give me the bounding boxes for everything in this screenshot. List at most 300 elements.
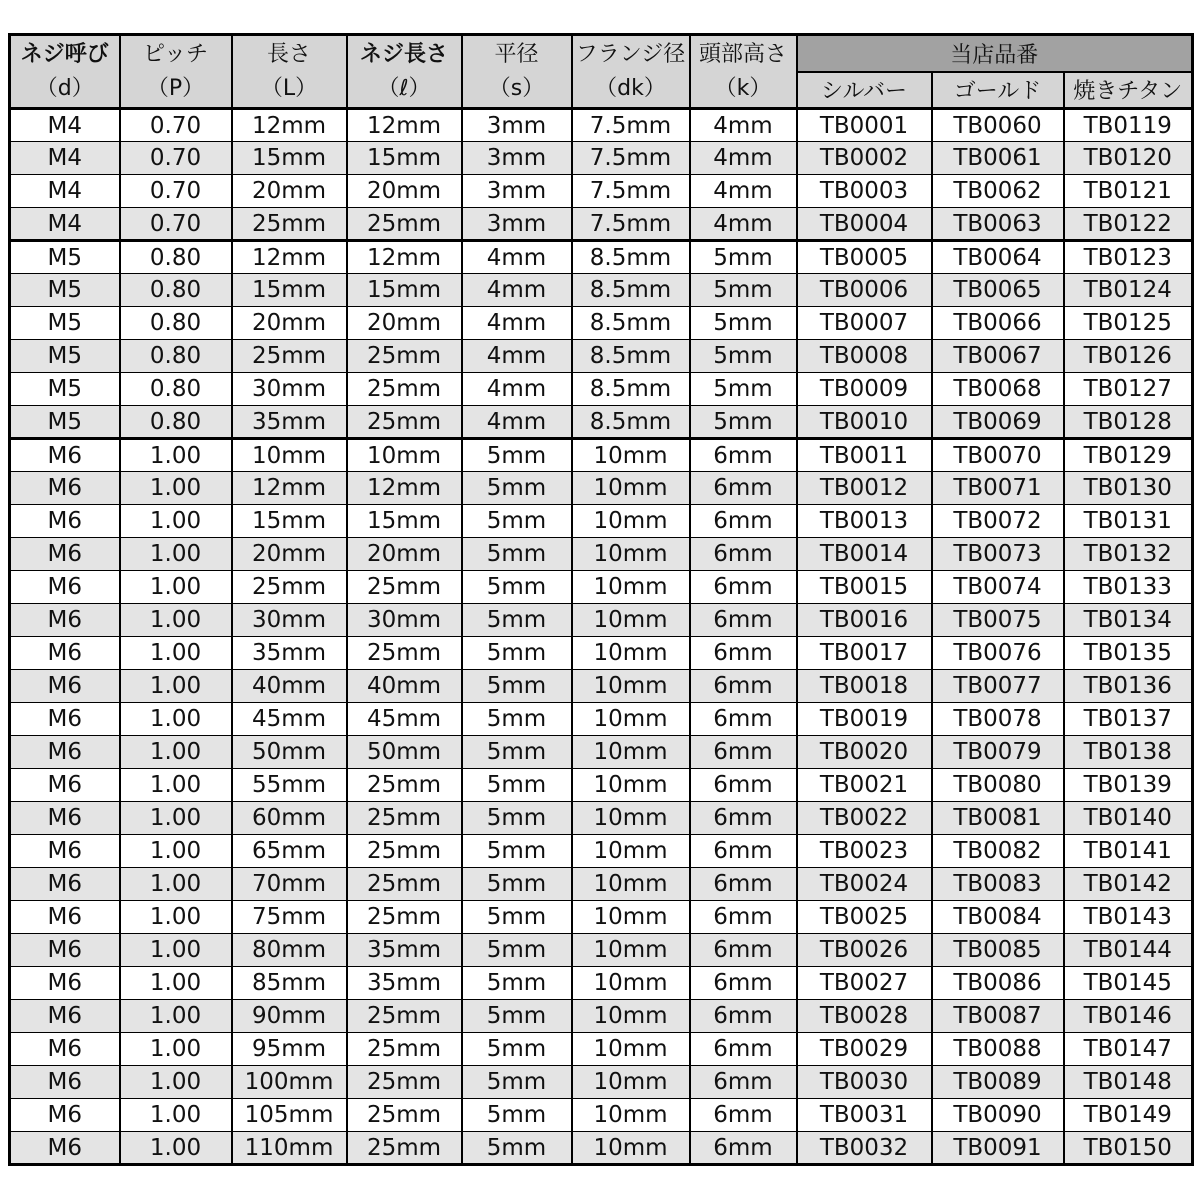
table-cell: M6 — [10, 571, 120, 604]
table-cell: 10mm — [572, 901, 690, 934]
table-cell: M6 — [10, 769, 120, 802]
table-cell: 95mm — [232, 1033, 347, 1066]
header-screw-size-symbol: （d） — [35, 75, 94, 101]
table-cell: TB0149 — [1064, 1099, 1193, 1132]
table-cell: TB0001 — [797, 109, 932, 142]
table-cell: M6 — [10, 1033, 120, 1066]
header-product-number-group: 当店品番 — [797, 35, 1193, 72]
table-cell: 4mm — [690, 109, 797, 142]
table-cell: TB0137 — [1064, 703, 1193, 736]
table-cell: 10mm — [572, 670, 690, 703]
header-pitch — [120, 35, 232, 109]
table-cell: 35mm — [232, 637, 347, 670]
table-cell: 1.00 — [120, 835, 232, 868]
table-cell: TB0132 — [1064, 538, 1193, 571]
table-cell: TB0147 — [1064, 1033, 1193, 1066]
table-cell: 25mm — [347, 1132, 462, 1165]
table-cell: 6mm — [690, 1066, 797, 1099]
table-cell: 1.00 — [120, 538, 232, 571]
table-cell: TB0079 — [932, 736, 1064, 769]
table-cell: 1.00 — [120, 1132, 232, 1165]
table-cell: 10mm — [572, 538, 690, 571]
table-cell: 15mm — [347, 274, 462, 307]
table-cell: 5mm — [462, 769, 572, 802]
table-cell: 4mm — [462, 406, 572, 439]
table-row — [10, 604, 1193, 637]
table-cell: 5mm — [462, 1000, 572, 1033]
table-row — [10, 406, 1193, 439]
table-row — [10, 538, 1193, 571]
table-cell: 5mm — [462, 505, 572, 538]
table-cell: TB0016 — [797, 604, 932, 637]
table-row — [10, 571, 1193, 604]
table-row — [10, 670, 1193, 703]
table-cell: TB0150 — [1064, 1132, 1193, 1165]
table-cell: M6 — [10, 802, 120, 835]
table-cell: 25mm — [232, 571, 347, 604]
table-cell: M6 — [10, 967, 120, 1000]
table-cell: 10mm — [347, 439, 462, 472]
table-cell: 5mm — [462, 472, 572, 505]
table-cell: 1.00 — [120, 670, 232, 703]
table-cell: 6mm — [690, 637, 797, 670]
table-row — [10, 340, 1193, 373]
table-cell: M5 — [10, 373, 120, 406]
table-cell: 6mm — [690, 1099, 797, 1132]
table-cell: 60mm — [232, 802, 347, 835]
table-cell: TB0133 — [1064, 571, 1193, 604]
table-cell: M4 — [10, 175, 120, 208]
table-cell: M6 — [10, 901, 120, 934]
table-cell: 30mm — [347, 604, 462, 637]
table-cell: 0.70 — [120, 142, 232, 175]
header-length-symbol: （L） — [260, 75, 318, 101]
table-cell: TB0021 — [797, 769, 932, 802]
table-cell: 6mm — [690, 967, 797, 1000]
table-cell: TB0008 — [797, 340, 932, 373]
table-cell: 25mm — [347, 373, 462, 406]
table-cell: 105mm — [232, 1099, 347, 1132]
table-row — [10, 208, 1193, 241]
table-cell: 8.5mm — [572, 241, 690, 274]
table-cell: 30mm — [232, 373, 347, 406]
header-thread-length — [347, 35, 462, 109]
table-cell: 6mm — [690, 472, 797, 505]
table-cell: 4mm — [462, 340, 572, 373]
table-cell: 50mm — [232, 736, 347, 769]
table-cell: 5mm — [462, 703, 572, 736]
table-cell: M6 — [10, 736, 120, 769]
table-cell: 6mm — [690, 1132, 797, 1165]
table-cell: 10mm — [572, 967, 690, 1000]
table-cell: 3mm — [462, 142, 572, 175]
table-cell: M6 — [10, 1132, 120, 1165]
table-cell: TB0011 — [797, 439, 932, 472]
table-row — [10, 472, 1193, 505]
table-cell: 25mm — [347, 1000, 462, 1033]
header-gold: ゴールド — [932, 72, 1064, 109]
table-cell: TB0069 — [932, 406, 1064, 439]
table-cell: TB0061 — [932, 142, 1064, 175]
table-cell: TB0026 — [797, 934, 932, 967]
table-cell: 6mm — [690, 934, 797, 967]
table-cell: 15mm — [347, 142, 462, 175]
table-cell: TB0082 — [932, 835, 1064, 868]
table-cell: TB0002 — [797, 142, 932, 175]
table-cell: 25mm — [347, 340, 462, 373]
table-cell: 5mm — [462, 1033, 572, 1066]
table-cell: 5mm — [462, 1066, 572, 1099]
table-cell: 10mm — [572, 802, 690, 835]
table-cell: 12mm — [347, 241, 462, 274]
table-cell: 1.00 — [120, 637, 232, 670]
table-row — [10, 736, 1193, 769]
table-cell: 5mm — [462, 571, 572, 604]
table-header — [10, 35, 1193, 109]
table-cell: 10mm — [572, 1099, 690, 1132]
header-head-height — [690, 35, 797, 109]
table-cell: 25mm — [232, 208, 347, 241]
header-pitch-label: ピッチ — [142, 41, 209, 67]
table-cell: 4mm — [690, 142, 797, 175]
table-row — [10, 802, 1193, 835]
table-cell: 5mm — [690, 274, 797, 307]
table-row — [10, 1099, 1193, 1132]
table-cell: 10mm — [572, 439, 690, 472]
table-cell: 4mm — [462, 307, 572, 340]
table-cell: 6mm — [690, 1000, 797, 1033]
table-cell: 5mm — [462, 1132, 572, 1165]
table-cell: 10mm — [572, 637, 690, 670]
table-cell: 10mm — [572, 472, 690, 505]
table-cell: TB0064 — [932, 241, 1064, 274]
table-cell: 8.5mm — [572, 274, 690, 307]
table-cell: TB0122 — [1064, 208, 1193, 241]
table-cell: M6 — [10, 1000, 120, 1033]
table-cell: 5mm — [462, 901, 572, 934]
table-cell: TB0031 — [797, 1099, 932, 1132]
header-length — [232, 35, 347, 109]
table-cell: TB0013 — [797, 505, 932, 538]
table-cell: TB0077 — [932, 670, 1064, 703]
table-cell: TB0062 — [932, 175, 1064, 208]
table-cell: TB0136 — [1064, 670, 1193, 703]
table-cell: TB0123 — [1064, 241, 1193, 274]
table-cell: 25mm — [347, 571, 462, 604]
table-cell: 25mm — [347, 868, 462, 901]
table-cell: TB0078 — [932, 703, 1064, 736]
table-cell: TB0083 — [932, 868, 1064, 901]
table-cell: TB0121 — [1064, 175, 1193, 208]
table-row — [10, 307, 1193, 340]
table-cell: 7.5mm — [572, 109, 690, 142]
table-cell: 12mm — [232, 109, 347, 142]
table-cell: 6mm — [690, 901, 797, 934]
table-cell: 5mm — [462, 538, 572, 571]
table-cell: TB0090 — [932, 1099, 1064, 1132]
table-cell: TB0067 — [932, 340, 1064, 373]
table-cell: TB0119 — [1064, 109, 1193, 142]
table-row — [10, 109, 1193, 142]
table-cell: TB0020 — [797, 736, 932, 769]
table-cell: 25mm — [347, 1033, 462, 1066]
table-cell: 5mm — [462, 835, 572, 868]
table-cell: M6 — [10, 1066, 120, 1099]
table-cell: 50mm — [347, 736, 462, 769]
table-cell: 110mm — [232, 1132, 347, 1165]
header-flat-width-label: 平径 — [494, 41, 539, 67]
table-cell: 35mm — [347, 967, 462, 1000]
table-row — [10, 1033, 1193, 1066]
table-cell: 6mm — [690, 835, 797, 868]
table-cell: M4 — [10, 208, 120, 241]
table-cell: M4 — [10, 109, 120, 142]
table-cell: TB0065 — [932, 274, 1064, 307]
header-screw-size — [10, 35, 120, 109]
table-cell: TB0143 — [1064, 901, 1193, 934]
table-cell: 12mm — [232, 472, 347, 505]
table-cell: 0.70 — [120, 109, 232, 142]
table-cell: 12mm — [232, 241, 347, 274]
table-cell: 5mm — [462, 637, 572, 670]
table-cell: 4mm — [690, 175, 797, 208]
table-cell: 10mm — [572, 1000, 690, 1033]
table-cell: TB0030 — [797, 1066, 932, 1099]
table-cell: TB0024 — [797, 868, 932, 901]
screw-spec-table — [8, 33, 1194, 1166]
table-cell: 3mm — [462, 175, 572, 208]
table-cell: 5mm — [462, 802, 572, 835]
table-cell: TB0012 — [797, 472, 932, 505]
table-cell: 70mm — [232, 868, 347, 901]
header-flat-width — [462, 35, 572, 109]
table-cell: TB0018 — [797, 670, 932, 703]
table-cell: 65mm — [232, 835, 347, 868]
table-cell: 6mm — [690, 868, 797, 901]
table-cell: TB0138 — [1064, 736, 1193, 769]
table-cell: M6 — [10, 835, 120, 868]
table-cell: 0.80 — [120, 373, 232, 406]
table-cell: M5 — [10, 406, 120, 439]
table-cell: 1.00 — [120, 1033, 232, 1066]
table-cell: TB0029 — [797, 1033, 932, 1066]
table-cell: TB0141 — [1064, 835, 1193, 868]
table-cell: 15mm — [232, 142, 347, 175]
table-cell: 40mm — [347, 670, 462, 703]
table-cell: 3mm — [462, 109, 572, 142]
table-cell: TB0074 — [932, 571, 1064, 604]
table-cell: 4mm — [462, 274, 572, 307]
table-cell: 4mm — [462, 373, 572, 406]
table-row — [10, 637, 1193, 670]
table-cell: TB0068 — [932, 373, 1064, 406]
table-cell: TB0085 — [932, 934, 1064, 967]
table-row — [10, 175, 1193, 208]
table-cell: 1.00 — [120, 967, 232, 1000]
table-cell: 85mm — [232, 967, 347, 1000]
table-cell: TB0127 — [1064, 373, 1193, 406]
table-cell: 1.00 — [120, 604, 232, 637]
header-flange-diameter-symbol: （dk） — [595, 75, 666, 101]
table-cell: 8.5mm — [572, 307, 690, 340]
table-cell: 10mm — [572, 1132, 690, 1165]
table-cell: TB0129 — [1064, 439, 1193, 472]
table-cell: TB0007 — [797, 307, 932, 340]
table-cell: TB0005 — [797, 241, 932, 274]
table-cell: TB0075 — [932, 604, 1064, 637]
table-row — [10, 1132, 1193, 1165]
table-cell: TB0128 — [1064, 406, 1193, 439]
table-cell: M6 — [10, 934, 120, 967]
table-cell: 15mm — [232, 274, 347, 307]
table-cell: 20mm — [347, 175, 462, 208]
table-cell: 35mm — [347, 934, 462, 967]
table-cell: 1.00 — [120, 901, 232, 934]
table-cell: 3mm — [462, 208, 572, 241]
table-cell: 10mm — [572, 571, 690, 604]
table-cell: 5mm — [690, 241, 797, 274]
table-cell: 10mm — [572, 736, 690, 769]
table-cell: TB0131 — [1064, 505, 1193, 538]
table-cell: 8.5mm — [572, 340, 690, 373]
header-thread-length-symbol: （ℓ） — [377, 75, 431, 101]
table-cell: TB0070 — [932, 439, 1064, 472]
header-screw-size-label: ネジ呼び — [20, 41, 109, 67]
table-cell: 8.5mm — [572, 406, 690, 439]
table-row — [10, 142, 1193, 175]
table-cell: 15mm — [232, 505, 347, 538]
table-cell: 20mm — [347, 538, 462, 571]
table-cell: 6mm — [690, 802, 797, 835]
table-cell: 10mm — [572, 835, 690, 868]
table-cell: TB0017 — [797, 637, 932, 670]
table-row — [10, 274, 1193, 307]
table-cell: 6mm — [690, 769, 797, 802]
table-cell: 1.00 — [120, 472, 232, 505]
table-cell: TB0081 — [932, 802, 1064, 835]
table-cell: 75mm — [232, 901, 347, 934]
table-cell: TB0087 — [932, 1000, 1064, 1033]
header-flange-diameter — [572, 35, 690, 109]
table-cell: M6 — [10, 1099, 120, 1132]
table-cell: TB0063 — [932, 208, 1064, 241]
table-cell: 6mm — [690, 439, 797, 472]
table-cell: TB0124 — [1064, 274, 1193, 307]
table-cell: TB0032 — [797, 1132, 932, 1165]
table-cell: TB0088 — [932, 1033, 1064, 1066]
table-cell: M5 — [10, 241, 120, 274]
table-cell: 1.00 — [120, 934, 232, 967]
table-cell: 10mm — [572, 505, 690, 538]
table-cell: 0.80 — [120, 274, 232, 307]
table-cell: TB0004 — [797, 208, 932, 241]
header-flat-width-symbol: （s） — [488, 75, 545, 101]
table-cell: 25mm — [347, 835, 462, 868]
table-cell: 7.5mm — [572, 142, 690, 175]
table-cell: 0.80 — [120, 340, 232, 373]
table-cell: 0.80 — [120, 241, 232, 274]
table-row — [10, 1000, 1193, 1033]
table-cell: M6 — [10, 439, 120, 472]
table-cell: TB0130 — [1064, 472, 1193, 505]
table-row — [10, 1066, 1193, 1099]
table-cell: TB0072 — [932, 505, 1064, 538]
table-cell: TB0025 — [797, 901, 932, 934]
header-head-height-label: 頭部高さ — [698, 41, 787, 67]
table-cell: 5mm — [462, 736, 572, 769]
table-cell: M5 — [10, 274, 120, 307]
table-cell: TB0080 — [932, 769, 1064, 802]
table-cell: TB0027 — [797, 967, 932, 1000]
table-cell: 4mm — [690, 208, 797, 241]
table-cell: 20mm — [232, 538, 347, 571]
table-cell: 12mm — [347, 109, 462, 142]
table-cell: TB0142 — [1064, 868, 1193, 901]
table-row — [10, 703, 1193, 736]
table-cell: TB0014 — [797, 538, 932, 571]
table-cell: 1.00 — [120, 505, 232, 538]
header-length-label: 長さ — [266, 41, 311, 67]
header-row-top — [10, 35, 1193, 72]
table-cell: 40mm — [232, 670, 347, 703]
table-cell: 5mm — [462, 670, 572, 703]
table-cell: TB0144 — [1064, 934, 1193, 967]
table-cell: 8.5mm — [572, 373, 690, 406]
table-cell: 25mm — [232, 340, 347, 373]
table-cell: M6 — [10, 604, 120, 637]
table-cell: TB0140 — [1064, 802, 1193, 835]
table-cell: 25mm — [347, 802, 462, 835]
table-cell: M6 — [10, 670, 120, 703]
table-cell: 20mm — [232, 175, 347, 208]
table-cell: 10mm — [572, 703, 690, 736]
table-cell: 45mm — [232, 703, 347, 736]
table-row — [10, 835, 1193, 868]
table-cell: TB0003 — [797, 175, 932, 208]
table-cell: 20mm — [347, 307, 462, 340]
table-cell: 25mm — [347, 901, 462, 934]
table-cell: 5mm — [462, 439, 572, 472]
table-cell: M6 — [10, 868, 120, 901]
table-cell: 15mm — [347, 505, 462, 538]
table-cell: TB0015 — [797, 571, 932, 604]
table-row — [10, 901, 1193, 934]
table-cell: 25mm — [347, 406, 462, 439]
table-cell: 5mm — [462, 967, 572, 1000]
header-silver: シルバー — [797, 72, 932, 109]
table-cell: TB0019 — [797, 703, 932, 736]
table-cell: 7.5mm — [572, 208, 690, 241]
table-cell: M6 — [10, 505, 120, 538]
table-cell: TB0120 — [1064, 142, 1193, 175]
table-cell: 1.00 — [120, 769, 232, 802]
table-cell: 25mm — [347, 1099, 462, 1132]
table-cell: 0.80 — [120, 307, 232, 340]
table-cell: TB0006 — [797, 274, 932, 307]
table-cell: TB0089 — [932, 1066, 1064, 1099]
header-thread-length-label: ネジ長さ — [359, 41, 448, 67]
table-row — [10, 373, 1193, 406]
table-cell: 10mm — [572, 868, 690, 901]
table-cell: 1.00 — [120, 439, 232, 472]
table-cell: TB0028 — [797, 1000, 932, 1033]
table-cell: 6mm — [690, 703, 797, 736]
table-row — [10, 439, 1193, 472]
table-cell: 10mm — [572, 934, 690, 967]
table-cell: TB0009 — [797, 373, 932, 406]
table-cell: TB0145 — [1064, 967, 1193, 1000]
table-row — [10, 934, 1193, 967]
